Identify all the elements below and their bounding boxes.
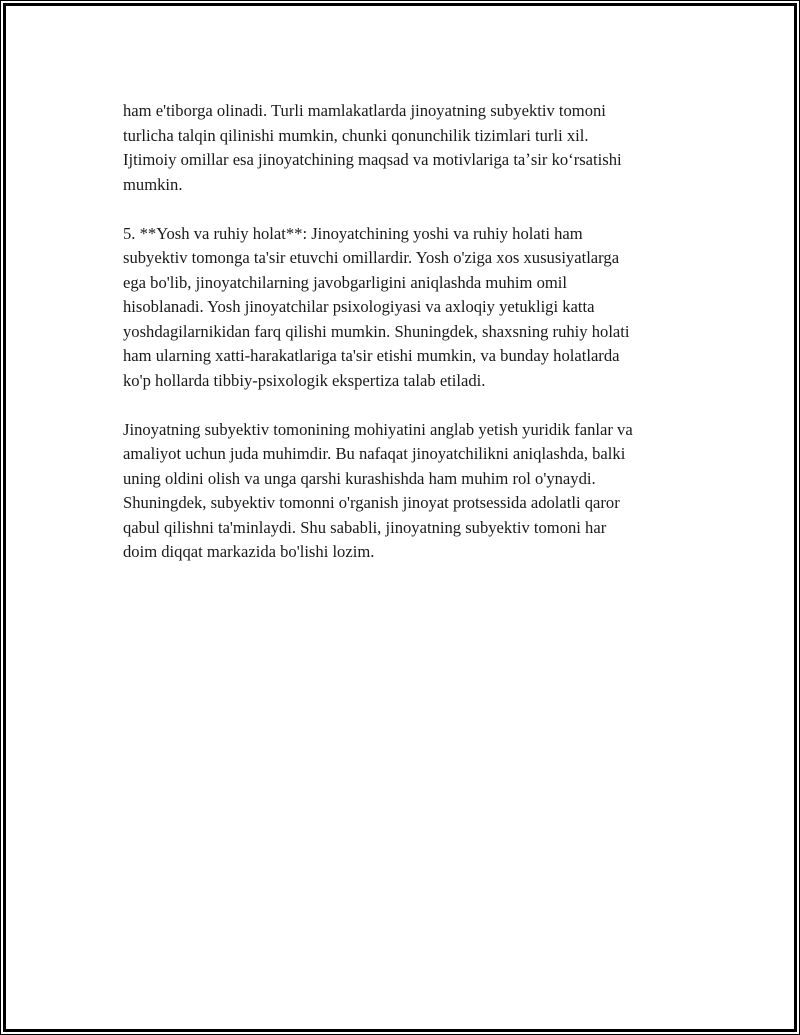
paragraph-conclusion: Jinoyatning subyektiv tomonining mohiyatini anglab yetish yuridik fanlar va amaliyot uchun juda muhimdir. Bu nafaqat jinoyatchilikni aniqlashda, balki uning oldini olish va unga qarshi kurashishda ham muhim rol o'ynaydi. Shuningdek, subyektiv tomonni o'rganish jinoyat protsessida adolatli qaror qabul qilishni ta'minlaydi. Shu sababli, jinoyatning subyektiv tomoni har doim diqqat markazida bo'lishi lozim.	[123, 419, 633, 561]
page-frame	[3, 3, 797, 1032]
paragraph-age-and-mental-state: 5. **Yosh va ruhiy holat**: Jinoyatchining yoshi va ruhiy holati ham subyektiv tomonga ta'sir etuvchi omillardir. Yosh o'ziga xos xususiyatlarga ega bo'lib, jinoyatchilarning javobgarligini aniqlashda muhim omil hisoblanadi. Yosh jinoyatchilar psixologiyasi va axloqiy yetukligi katta yoshdagilarnikidan farq qilishi mumkin. Shuningdek, shaxsning ruhiy holati ham ularning xatti-harakatlariga ta'sir etishi mumkin, va bunday holatlarda ko'p hollarda tibbiy-psixologik ekspertiza talab etiladi.	[123, 223, 630, 390]
document-body	[123, 99, 708, 589]
paragraph-continuation: ham e'tiborga olinadi. Turli mamlakatlarda jinoyatning subyektiv tomoni turlicha talqin qilinishi mumkin, chunki qonunchilik tizimlari turli xil. Ijtimoiy omillar esa jinoyatchining maqsad va motivlariga taʼsir koʻrsatishi mumkin.	[123, 101, 622, 194]
